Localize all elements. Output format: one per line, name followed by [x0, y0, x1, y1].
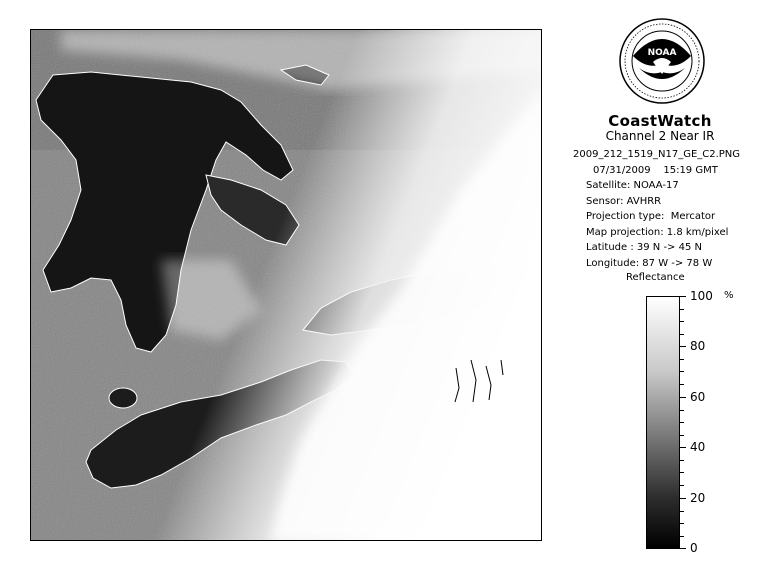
colorbar-ticks	[680, 289, 740, 555]
satellite-image	[30, 29, 542, 541]
image-filename: 2009_212_1519_N17_GE_C2.PNG	[573, 149, 741, 160]
colorbar-minor-tick	[680, 384, 684, 385]
legend-unit: %	[724, 290, 734, 301]
colorbar-major-tick	[680, 447, 686, 448]
latitude-range: Latitude : 39 N -> 45 N	[586, 242, 702, 253]
colorbar-tick-label: 40	[690, 440, 706, 454]
colorbar-minor-tick	[680, 334, 684, 335]
colorbar-major-tick	[680, 346, 686, 347]
colorbar-major-tick	[680, 548, 686, 549]
colorbar-minor-tick	[680, 371, 684, 372]
svg-text:NOAA: NOAA	[647, 48, 677, 58]
product-title: CoastWatch	[608, 112, 712, 130]
colorbar-minor-tick	[680, 309, 684, 310]
map-projection: Map projection: 1.8 km/pixel	[586, 226, 729, 238]
colorbar-major-tick	[680, 296, 686, 297]
satellite-map	[31, 30, 542, 541]
colorbar-minor-tick	[680, 485, 684, 486]
sensor-label: Sensor: AVHRR	[586, 195, 662, 207]
colorbar-minor-tick	[680, 321, 684, 322]
colorbar-tick-label: 60	[690, 390, 706, 404]
channel-subtitle: Channel 2 Near IR	[605, 129, 715, 143]
colorbar-minor-tick	[680, 359, 684, 360]
satellite-label: Satellite: NOAA-17	[586, 180, 679, 191]
colorbar-minor-tick	[680, 422, 684, 423]
metadata-block	[573, 147, 741, 271]
legend-title: Reflectance	[626, 272, 685, 283]
date-time: 07/31/2009 15:19 GMT	[593, 164, 718, 176]
colorbar-minor-tick	[680, 472, 684, 473]
colorbar-minor-tick	[680, 435, 684, 436]
colorbar-major-tick	[680, 397, 686, 398]
colorbar-tick-label: 80	[690, 339, 706, 353]
colorbar-minor-tick	[680, 410, 684, 411]
colorbar-tick-label: 100	[690, 289, 713, 303]
colorbar-minor-tick	[680, 460, 684, 461]
colorbar-major-tick	[680, 498, 686, 499]
longitude-range: Longitude: 87 W -> 78 W	[586, 257, 713, 269]
noaa-emblem-icon	[619, 18, 705, 104]
colorbar-minor-tick	[680, 523, 684, 524]
colorbar-minor-tick	[680, 511, 684, 512]
colorbar-minor-tick	[680, 536, 684, 537]
colorbar-tick-label: 0	[690, 541, 698, 555]
reflectance-colorbar	[646, 296, 680, 549]
projection-type: Projection type: Mercator	[586, 211, 716, 222]
colorbar-tick-label: 20	[690, 491, 706, 505]
noaa-logo	[619, 18, 705, 104]
